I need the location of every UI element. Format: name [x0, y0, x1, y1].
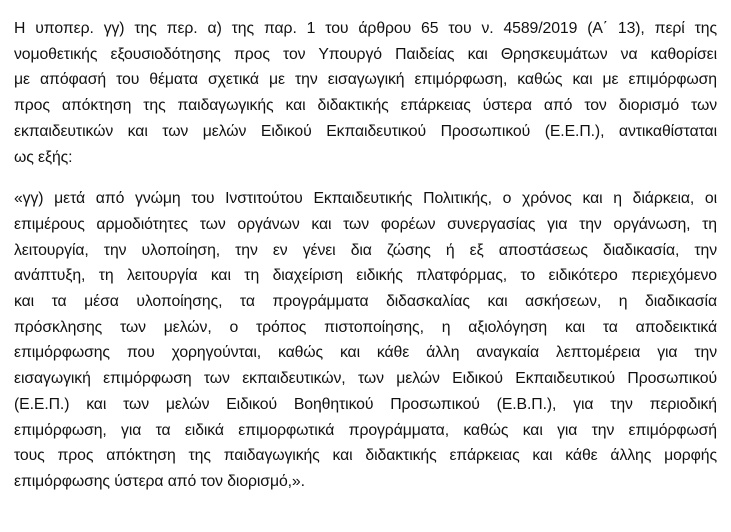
text-line: και τα μέσα υλοποίησης, τα προγράμματα διδασκαλίας και ασκήσεων, η διαδικασία [14, 293, 717, 311]
text-line: ως εξής: [14, 148, 73, 166]
text-line: λειτουργία, την υλοποίηση, την εν γένει δια ζώσης ή εξ αποστάσεως διαδικασία, την [14, 241, 717, 259]
text-line: επιμόρφωση, για τα ειδικά επιμορφωτικά προγράμματα, καθώς και για την επιμόρφωσή [14, 421, 717, 439]
paragraph-as-follows [14, 145, 717, 171]
text-line: επιμέρους αρμοδιότητες των οργάνων και των φορέων συνεργασίας για την οργάνωση, τη [14, 215, 717, 233]
text-line: προς απόκτηση της παιδαγωγικής και διδακτικής επάρκειας ύστερα από τον διορισμό των [14, 97, 717, 115]
text-line: ανάπτυξη, τη λειτουργία και τη διαχείριση ειδικής πλατφόρμας, το ειδικότερο περιεχόμενο [14, 267, 717, 285]
text-line: Η υποπερ. γγ) της περ. α) της παρ. 1 του άρθρου 65 του ν. 4589/2019 (Α΄ 13), περί της [14, 20, 717, 37]
paragraph-amendment-intro [14, 16, 717, 145]
text-line: (Ε.Ε.Π.) και των μελών Ειδικού Βοηθητικού Προσωπικού (Ε.Β.Π.), για την περιοδική [14, 395, 717, 413]
text-line: νομοθετικής εξουσιοδότησης προς τον Υπουργό Παιδείας και Θρησκευμάτων να καθορίσει [14, 45, 717, 63]
text-line: εισαγωγική επιμόρφωση των εκπαιδευτικών, των μελών Ειδικού Εκπαιδευτικού Προσωπικού [14, 370, 717, 388]
text-line: με απόφασή του θέματα σχετικά με την εισαγωγική επιμόρφωση, καθώς και με επιμόρφωση [14, 71, 717, 89]
text-line: «γγ) μετά από γνώμη του Ινστιτούτου Εκπαιδευτικής Πολιτικής, ο χρόνος και η διάρκεια, οι [14, 190, 717, 208]
text-line: επιμόρφωσης που χορηγούνται, καθώς και κάθε άλλη αναγκαία λεπτομέρεια για την [14, 344, 717, 362]
text-line: τους προς απόκτηση της παιδαγωγικής και διδακτικής επάρκειας και κάθε άλλης μορφής [14, 447, 717, 465]
text-line: πρόσκλησης των μελών, ο τρόπος πιστοποίησης, η αξιολόγηση και τα αποδεικτικά [14, 318, 717, 336]
text-line: επιμόρφωσης ύστερα από τον διορισμό,». [14, 472, 305, 490]
paragraph-quoted-provision [14, 186, 717, 494]
text-line: εκπαιδευτικών και των μελών Ειδικού Εκπαιδευτικού Προσωπικού (Ε.Ε.Π.), αντικαθίσταται [14, 122, 717, 140]
